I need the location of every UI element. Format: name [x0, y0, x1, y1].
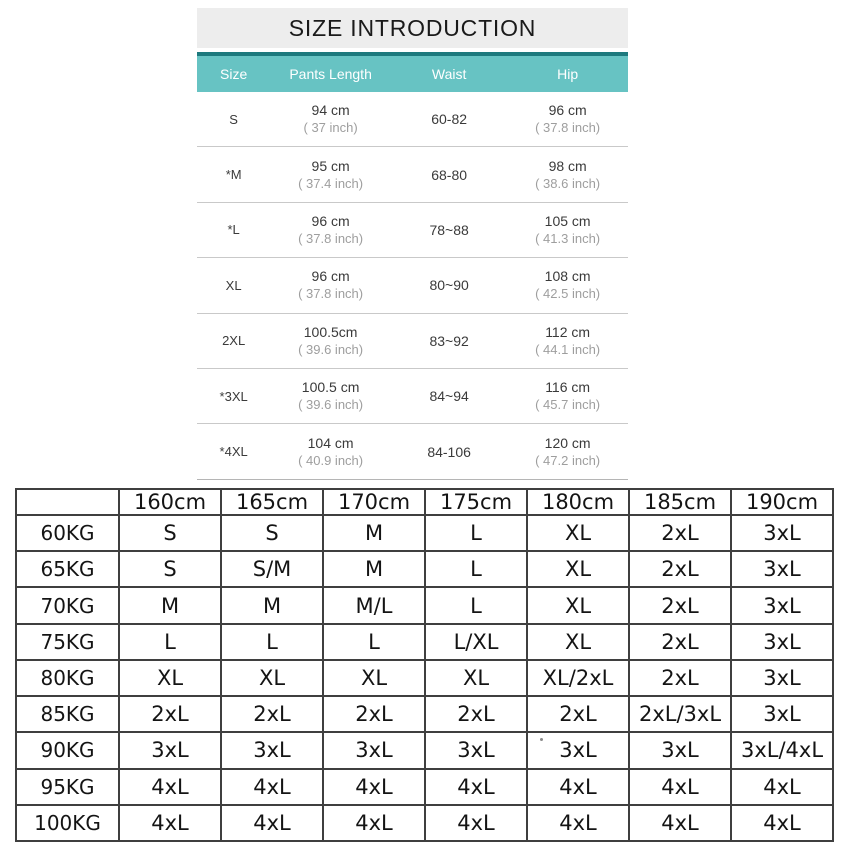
grid-size-cell: 2xL: [629, 624, 731, 660]
grid-weight-header: 65KG: [16, 551, 119, 587]
grid-size-cell: 4xL: [527, 805, 629, 841]
pants-length-cell: [270, 435, 391, 469]
grid-size-cell: M: [221, 587, 323, 623]
pants-length-inch: ( 39.6 inch): [298, 341, 364, 357]
grid-size-cell: S/M: [221, 551, 323, 587]
grid-body: [16, 515, 833, 841]
grid-size-cell: L: [119, 624, 221, 660]
hip-cell: [507, 213, 628, 247]
grid-size-cell: L/XL: [425, 624, 527, 660]
grid-row: [16, 805, 833, 841]
hip-cell: [507, 102, 628, 136]
hip-cell: [507, 324, 628, 358]
pants-length-cell: [270, 268, 391, 302]
grid-size-cell: L: [425, 515, 527, 551]
pants-length-inch: ( 37.8 inch): [298, 286, 364, 302]
size-label: S: [229, 111, 238, 127]
grid-size-cell: 3xL: [323, 732, 425, 768]
pants-length-inch: ( 37 inch): [303, 120, 358, 136]
grid-weight-header: 85KG: [16, 696, 119, 732]
grid-weight-header: 60KG: [16, 515, 119, 551]
waist-range: 84-106: [427, 443, 471, 460]
size-label: *M: [225, 167, 242, 183]
hip-cm: 98 cm: [548, 157, 587, 174]
grid-weight-header: 80KG: [16, 660, 119, 696]
grid-size-cell: 3xL: [731, 551, 833, 587]
waist-range: 84~94: [429, 388, 469, 405]
pants-length-cell: [270, 102, 391, 136]
grid-size-cell: XL: [119, 660, 221, 696]
grid-size-cell: 3xL: [221, 732, 323, 768]
grid-size-cell: XL: [221, 660, 323, 696]
size-label: *L: [227, 222, 240, 238]
waist-range: 80~90: [429, 277, 469, 294]
grid-size-cell: 4xL: [119, 805, 221, 841]
grid-size-cell: XL: [527, 624, 629, 660]
grid-weight-header: 90KG: [16, 732, 119, 768]
grid-row: [16, 515, 833, 551]
grid-size-cell: 2xL: [629, 587, 731, 623]
hip-inch: ( 42.5 inch): [535, 286, 601, 302]
size-cell: [197, 389, 270, 404]
size-label: 2XL: [222, 333, 246, 349]
grid-size-cell: 2xL/3xL: [629, 696, 731, 732]
size-table-row: [197, 424, 628, 479]
grid-header-row: [16, 489, 833, 515]
size-table-header-pants-length: Pants Length: [289, 66, 372, 82]
hip-inch: ( 44.1 inch): [535, 341, 601, 357]
grid-size-cell: S: [221, 515, 323, 551]
pants-length-inch: ( 40.9 inch): [298, 452, 364, 468]
size-cell: [197, 112, 270, 127]
grid-size-cell: 3xL: [731, 696, 833, 732]
grid-row: [16, 696, 833, 732]
size-table-header-hip: Hip: [557, 66, 579, 82]
stray-dot-artifact: [540, 738, 543, 741]
hip-inch: ( 38.6 inch): [535, 175, 601, 191]
hip-cell: [507, 379, 628, 413]
grid-size-cell: 3xL: [629, 732, 731, 768]
pants-length-inch: ( 37.8 inch): [298, 230, 364, 246]
grid-size-cell: 3xL: [731, 515, 833, 551]
waist-cell: [391, 167, 507, 183]
size-table-row: [197, 314, 628, 369]
waist-cell: [391, 111, 507, 127]
grid-size-cell: 3xL: [119, 732, 221, 768]
size-table-row: [197, 92, 628, 147]
hip-inch: ( 47.2 inch): [535, 452, 601, 468]
grid-row: [16, 660, 833, 696]
grid-size-cell: 3xL: [425, 732, 527, 768]
size-table-row: [197, 203, 628, 258]
height-weight-size-grid: [15, 488, 834, 842]
waist-cell: [391, 444, 507, 460]
grid-size-cell: 3xL: [731, 624, 833, 660]
grid-size-cell: 2xL: [629, 660, 731, 696]
pants-length-cm: 94 cm: [311, 102, 350, 119]
grid-weight-header: 70KG: [16, 587, 119, 623]
size-table-row: [197, 258, 628, 313]
grid-height-header: 190cm: [731, 489, 833, 515]
grid-size-cell: 4xL: [323, 769, 425, 805]
pants-length-cell: [270, 324, 391, 358]
size-table-row: [197, 147, 628, 202]
hip-cm: 108 cm: [544, 268, 591, 285]
grid-size-cell: M: [323, 515, 425, 551]
grid-size-cell: 3xL: [731, 660, 833, 696]
grid-size-cell: XL: [323, 660, 425, 696]
hip-inch: ( 37.8 inch): [535, 120, 601, 136]
size-table-header-waist: Waist: [431, 66, 467, 82]
pants-length-cm: 100.5cm: [303, 323, 358, 340]
grid-height-header: 165cm: [221, 489, 323, 515]
size-cell: [197, 333, 270, 348]
grid-size-cell: L: [425, 551, 527, 587]
size-table-body: [197, 92, 628, 480]
grid-weight-header: 100KG: [16, 805, 119, 841]
hip-cm: 116 cm: [545, 379, 591, 396]
size-cell: [197, 167, 270, 182]
pants-length-inch: ( 37.4 inch): [298, 175, 364, 191]
grid-height-header: 180cm: [527, 489, 629, 515]
grid-size-cell: 4xL: [527, 769, 629, 805]
pants-length-cm: 95 cm: [311, 157, 350, 174]
grid-size-cell: L: [221, 624, 323, 660]
grid-size-cell: 4xL: [629, 805, 731, 841]
grid-size-cell: 2xL: [425, 696, 527, 732]
pants-length-cm: 96 cm: [311, 268, 350, 285]
size-cell: [197, 222, 270, 237]
grid-row: [16, 551, 833, 587]
grid-row: [16, 624, 833, 660]
size-table-header-size: Size: [220, 66, 248, 82]
waist-cell: [391, 222, 507, 238]
size-introduction-title: SIZE INTRODUCTION: [197, 8, 628, 48]
grid-size-cell: L: [425, 587, 527, 623]
grid-size-cell: L: [323, 624, 425, 660]
grid-size-cell: 4xL: [323, 805, 425, 841]
grid-header: [16, 489, 833, 515]
size-introduction-table: [197, 8, 628, 480]
grid-corner-cell: [16, 489, 119, 515]
grid-size-cell: 3xL: [731, 587, 833, 623]
grid-size-cell: 2xL: [629, 551, 731, 587]
grid-size-cell: XL: [527, 515, 629, 551]
size-label: *4XL: [219, 444, 248, 460]
grid-size-cell: 4xL: [731, 769, 833, 805]
grid-row: [16, 732, 833, 768]
hip-cm: 120 cm: [544, 434, 591, 451]
grid-size-cell: M: [323, 551, 425, 587]
grid-size-cell: 2xL: [629, 515, 731, 551]
grid-size-cell: 2xL: [221, 696, 323, 732]
waist-range: 78~88: [429, 221, 469, 238]
size-cell: [197, 278, 270, 293]
grid-size-cell: M/L: [323, 587, 425, 623]
grid-size-cell: S: [119, 551, 221, 587]
hip-inch: ( 45.7 inch): [535, 397, 601, 413]
grid-row: [16, 587, 833, 623]
hip-cell: [507, 268, 628, 302]
grid-size-cell: 4xL: [119, 769, 221, 805]
hip-inch: ( 41.3 inch): [535, 230, 601, 246]
grid-size-cell: M: [119, 587, 221, 623]
grid-size-cell: XL: [527, 587, 629, 623]
pants-length-cm: 104 cm: [307, 434, 354, 451]
grid-size-cell: XL/2xL: [527, 660, 629, 696]
grid-size-cell: 4xL: [425, 769, 527, 805]
grid-height-header: 175cm: [425, 489, 527, 515]
waist-cell: [391, 388, 507, 404]
size-label: XL: [225, 277, 242, 293]
waist-cell: [391, 277, 507, 293]
grid-size-cell: 2xL: [527, 696, 629, 732]
hip-cm: 96 cm: [548, 102, 587, 119]
grid-row: [16, 769, 833, 805]
grid-size-cell: 4xL: [629, 769, 731, 805]
grid-size-cell: XL: [425, 660, 527, 696]
grid-weight-header: 75KG: [16, 624, 119, 660]
size-cell: [197, 444, 270, 459]
grid-size-cell: S: [119, 515, 221, 551]
grid-size-cell: 3xL/4xL: [731, 732, 833, 768]
waist-range: 83~92: [429, 332, 469, 349]
grid-size-cell: 2xL: [119, 696, 221, 732]
grid-size-cell: 2xL: [323, 696, 425, 732]
size-table-header-row: [197, 52, 628, 92]
grid-size-cell: 4xL: [731, 805, 833, 841]
pants-length-inch: ( 39.6 inch): [298, 397, 364, 413]
hip-cell: [507, 158, 628, 192]
grid-size-cell: 4xL: [221, 769, 323, 805]
pants-length-cell: [270, 379, 391, 413]
waist-range: 68-80: [431, 166, 468, 183]
hip-cell: [507, 435, 628, 469]
waist-cell: [391, 333, 507, 349]
grid-size-cell: 3xL: [527, 732, 629, 768]
hip-cm: 112 cm: [545, 323, 591, 340]
grid-size-cell: 4xL: [425, 805, 527, 841]
size-label: *3XL: [219, 388, 248, 404]
grid-height-header: 185cm: [629, 489, 731, 515]
size-table-row: [197, 369, 628, 424]
grid-size-cell: XL: [527, 551, 629, 587]
pants-length-cell: [270, 158, 391, 192]
grid-weight-header: 95KG: [16, 769, 119, 805]
pants-length-cm: 96 cm: [311, 212, 350, 229]
waist-range: 60-82: [431, 111, 468, 128]
grid-height-header: 170cm: [323, 489, 425, 515]
pants-length-cell: [270, 213, 391, 247]
grid-height-header: 160cm: [119, 489, 221, 515]
hip-cm: 105 cm: [544, 212, 591, 229]
pants-length-cm: 100.5 cm: [301, 379, 360, 396]
grid-size-cell: 4xL: [221, 805, 323, 841]
